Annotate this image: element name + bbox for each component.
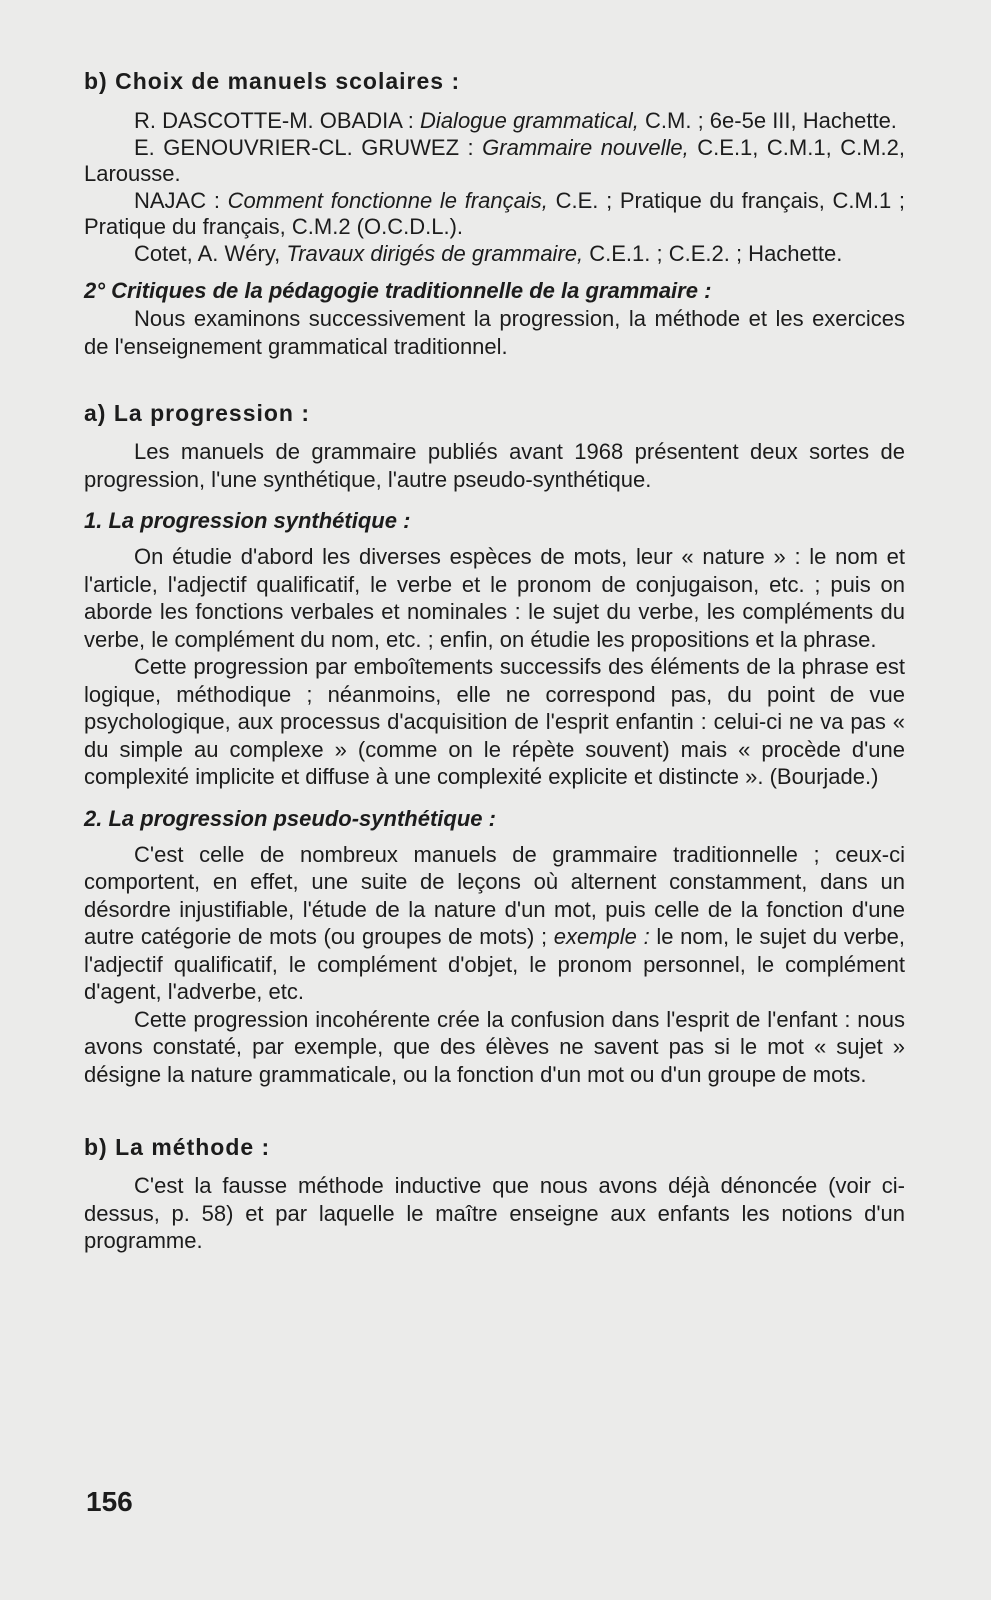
ref-details: C.E. ; Pratique du français, C.M.1 ; Pratique du français, C.M.2 (O.C.D.L.). (84, 187, 906, 239)
ref-authors: NAJAC : (134, 187, 228, 213)
ref-title: Dialogue grammatical, (420, 108, 639, 133)
heading-critiques: 2° Critiques de la pédagogie traditionnelle de la grammaire : (84, 278, 712, 303)
heading-methode: b) La méthode : (84, 1134, 271, 1160)
ref-title: Comment fonctionne le français, (227, 187, 548, 213)
reference-item (84, 108, 905, 135)
paragraph-pseudo-2: Cette progression incohérente crée la confusion dans l'esprit de l'enfant : nous avons constaté, par exemple, que des élèves ne savent pas si le mot « sujet » désigne la nature grammaticale, ou la fonction d'un mot ou d'un groupe de mots. (84, 1006, 905, 1087)
reference-item (84, 135, 905, 188)
paragraph-synthetique-1: On étudie d'abord les diverses espèces de mots, leur « nature » : le nom et l'article, l'adjectif qualificatif, le verbe et le pronom de conjugaison, etc. ; puis on aborde les fonctions verbales et nominales : le sujet du verbe, les compléments du verbe, le complément du nom, etc. ; enfin, on étudie les propositions et la phrase. (84, 544, 905, 652)
page-number: 156 (86, 1486, 133, 1517)
ref-authors: Cotet, A. Wéry, (134, 240, 287, 266)
references-list (84, 108, 905, 267)
paragraph-critiques-intro: Nous examinons successivement la progression, la méthode et les exercices de l'enseignement grammatical traditionnel. (84, 306, 905, 359)
paragraph-pseudo-1 (84, 841, 905, 1006)
ref-title: Travaux dirigés de grammaire, (286, 240, 584, 266)
ref-authors: R. DASCOTTE-M. OBADIA : (134, 108, 421, 133)
ref-details: C.E.1. ; C.E.2. ; Hachette. (583, 240, 843, 266)
heading-progression-synthetique: 1. La progression synthétique : (84, 508, 411, 533)
paragraph-progression-intro: Les manuels de grammaire publiés avant 1968 présentent deux sortes de progression, l'une synthétique, l'autre pseudo-synthétique. (84, 439, 905, 492)
ref-details: C.M. ; 6e-5e III, Hachette. (638, 108, 897, 133)
ref-details: C.E.1, C.M.1, C.M.2, Larousse. (84, 134, 905, 186)
heading-progression: a) La progression : (84, 400, 311, 426)
reference-item (84, 188, 905, 241)
reference-item (84, 241, 905, 268)
pseudo-text-start: C'est celle de nombreux manuels de grammaire traditionnelle ; ceux-ci comportent, en effet, une suite de leçons où alternent constamment, dans un désordre injustifiable, l'étude de la nature d'un mot, puis celle de la fonction d'une autre catégorie de mots (ou groupes de mots) ; (84, 841, 905, 949)
paragraph-methode: C'est la fausse méthode inductive que nous avons déjà dénoncée (voir ci-dessus, p. 58) et par laquelle le maître enseigne aux enfants les notions d'un programme. (84, 1173, 905, 1253)
heading-choix-manuels: b) Choix de manuels scolaires : (84, 68, 461, 94)
pseudo-text-end: le nom, le sujet du verbe, l'adjectif qualificatif, le complément d'objet, le pronom personnel, le complément d'agent, l'adverbe, etc. (84, 924, 905, 1004)
heading-progression-pseudo: 2. La progression pseudo-synthétique : (84, 805, 496, 831)
ref-authors: E. GENOUVRIER-CL. GRUWEZ : (134, 134, 483, 160)
paragraph-synthetique-2: Cette progression par emboîtements successifs des éléments de la phrase est logique, méthodique ; néanmoins, elle ne correspond pas, du point de vue psychologique, aux processus d'acquisition de l'esprit enfantin : celui-ci ne va pas « du simple au complexe » (comme on le répète souvent) mais « procède d'une complexité implicite et diffuse à une complexité explicite et distincte ». (Bourjade.) (84, 654, 905, 789)
ref-title: Grammaire nouvelle, (482, 134, 689, 160)
pseudo-example-label: exemple : (553, 924, 650, 949)
